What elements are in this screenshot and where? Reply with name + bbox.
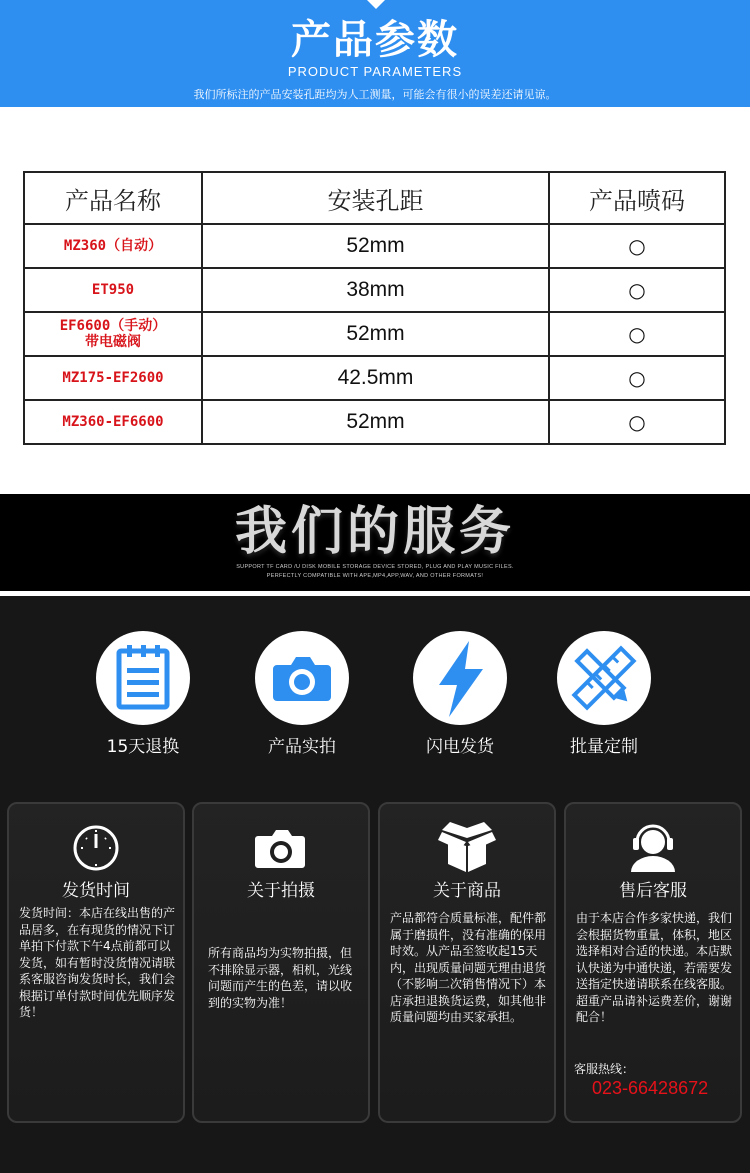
mark-circle: ○ [549,400,725,444]
model-name-line: EF6600（手动） [59,318,167,334]
card-text: 产品都符合质量标准，配件都属于磨损件，没有准确的保用时效。从产品至签收起15天内，出现质量问题无理由退货（不影响二次销售情况下）本店承担退换货运费，如其他非质量问题均由买家承担。 [390,911,547,1024]
service-circle-4 [557,631,651,725]
card-text: 由于本店合作多家快递，我们会根据货物重量，体积，地区选择相对合适的快递。本店默认快递为中通快递，若需要发送指定快递请联系在线客服。超重产品请补运费差价，谢谢配合！ [576,911,733,1024]
headset-agent-icon [566,818,740,874]
header-note: 我们所标注的产品安装孔距均为人工测量，可能会有很小的误差还请见谅。 [193,88,557,101]
mark-circle: ○ [549,312,725,356]
card-title: 关于拍摄 [247,881,315,901]
card-title: 发货时间 [62,881,130,901]
table-row [24,224,725,268]
parameters-table [23,171,726,445]
card-title: 售后客服 [619,881,687,901]
model-name-line: ET950 [91,282,135,298]
timer-icon [9,818,183,874]
model-name-line: MZ175-EF2600 [62,370,164,386]
card-title: 关于商品 [433,881,501,901]
lightning-icon [413,631,507,725]
service-label-2: 产品实拍 [268,737,336,757]
service-circle-2 [255,631,349,725]
card-shipping-time [7,802,185,1123]
service-label-3: 闪电发货 [426,737,494,757]
card-text: 所有商品均为实物拍摄，但不排除显示器，相机，光线问题而产生的色差，请以收到的实物为准！ [208,946,353,1010]
column-header-distance: 安装孔距 [202,172,549,224]
card-after-sales [564,802,742,1123]
model-name [24,312,202,356]
header-subtitle: PRODUCT PARAMETERS [287,64,463,79]
hole-distance: 52mm [202,400,549,444]
model-name [24,400,202,444]
banner-small-line-1: SUPPORT TF CARD /U DISK MOBILE STORAGE DEVICE STORED, PLUG AND PLAY MUSIC FILES. [236,564,514,570]
service-circle-1 [96,631,190,725]
service-circle-3 [413,631,507,725]
open-box-icon [380,818,554,874]
service-banner [0,494,750,591]
model-name-line: MZ360-EF6600 [62,414,164,430]
table-header-row [24,172,725,224]
ruler-pencil-icon [557,631,651,725]
hole-distance: 38mm [202,268,549,312]
service-label-4: 批量定制 [570,737,638,757]
card-about-photos [192,802,370,1123]
header-title: 产品参数 [291,17,459,63]
model-name-line: MZ360（自动） [63,238,163,254]
table-row [24,268,725,312]
card-about-products [378,802,556,1123]
model-name-line2: 带电磁阀 [85,334,141,350]
hole-distance: 52mm [202,312,549,356]
mark-circle: ○ [549,224,725,268]
banner-small-line-2: PERFECTLY COMPATIBLE WITH APE,MP4,APP,WAV, AND OTHER FORMATS! [266,573,484,579]
hotline-label: 客服热线： [574,1062,635,1076]
mark-circle: ○ [549,356,725,400]
table-row [24,312,725,356]
hotline-number[interactable]: 023-66428672 [592,1078,709,1098]
table-row [24,356,725,400]
service-label-1: 15天退换 [106,737,180,757]
hole-distance: 52mm [202,224,549,268]
model-name [24,268,202,312]
document-list-icon [96,631,190,725]
table-row [24,400,725,444]
card-text: 发货时间：本店在线出售的产品居多，在有现货的情况下订单拍下付款下午4点前都可以发货，如有暂时没货情况请联系客服咨询发货时长，我们会根据订单付款时间优先顺序发货！ [19,906,176,1019]
services-section [0,596,750,1173]
product-parameters-header [0,0,750,107]
column-header-name: 产品名称 [24,172,202,224]
column-header-mark: 产品喷码 [549,172,725,224]
mark-circle: ○ [549,268,725,312]
model-name [24,224,202,268]
header-notch [367,0,385,9]
camera-icon [255,631,349,725]
banner-title: 我们的服务 [234,502,515,562]
camera-icon [194,818,368,874]
model-name [24,356,202,400]
hole-distance: 42.5mm [202,356,549,400]
